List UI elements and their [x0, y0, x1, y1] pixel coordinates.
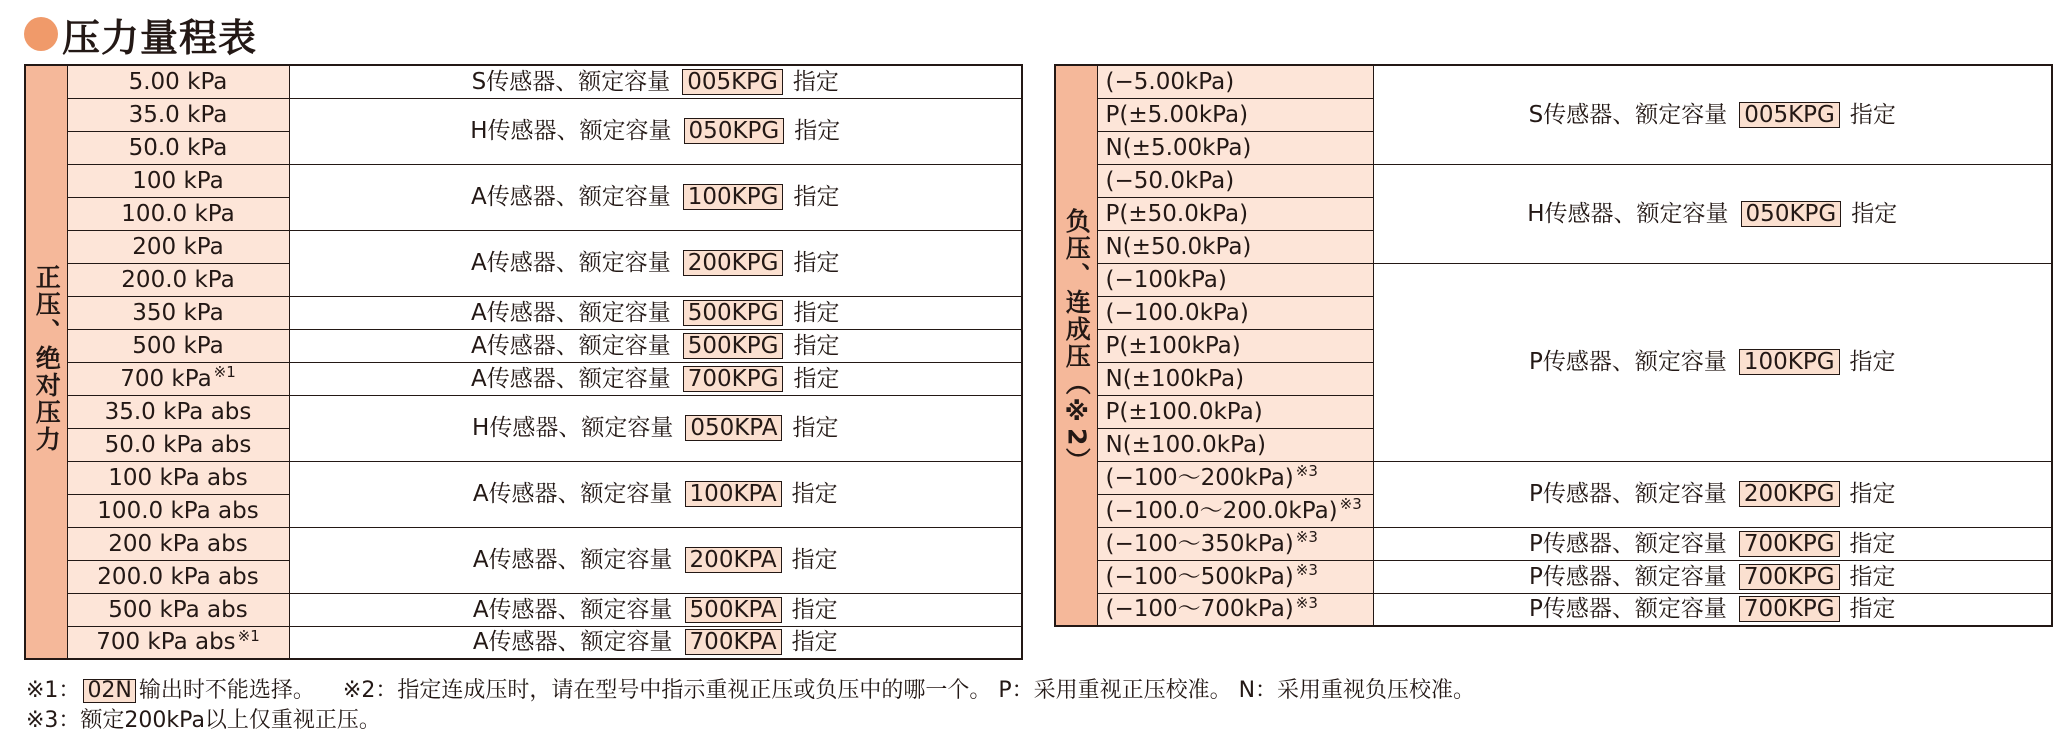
- range-value: P(±50.0kPa): [1105, 200, 1249, 227]
- range-value: N(±100kPa): [1105, 365, 1245, 392]
- sensor-spec-text: A传感器、额定容量: [472, 596, 673, 623]
- note-mark: ※3: [1295, 527, 1318, 546]
- range-value-cell: [67, 362, 289, 395]
- spec-suffix-text: 指定: [791, 547, 838, 573]
- range-value-cell: [67, 395, 289, 428]
- range-value: (−100kPa): [1105, 266, 1227, 293]
- sensor-spec-cell: [289, 98, 1022, 164]
- sensor-spec-cell: [289, 164, 1022, 230]
- sensor-spec-cell: [1373, 263, 2052, 461]
- table-row: [1055, 164, 2052, 197]
- range-value-cell: [67, 494, 289, 527]
- range-value: 700 kPa abs: [96, 629, 236, 656]
- spec-suffix-text: 指定: [793, 299, 840, 326]
- capacity-code: 050KPA: [685, 415, 782, 441]
- capacity-code: 700KPG: [1739, 531, 1840, 557]
- range-value: 35.0 kPa: [128, 101, 228, 128]
- spec-suffix-text: 指定: [793, 365, 840, 392]
- sensor-spec-text: S传感器、额定容量: [1528, 101, 1728, 128]
- capacity-code: 050KPG: [1741, 201, 1842, 227]
- sensor-spec-text: A传感器、额定容量: [472, 481, 673, 507]
- table-row: [1055, 263, 2052, 296]
- sensor-spec-text: P传感器、额定容量: [1528, 596, 1727, 623]
- sensor-spec-cell: [289, 362, 1022, 395]
- spec-suffix-text: 指定: [792, 415, 839, 441]
- sensor-spec-cell: [289, 65, 1022, 98]
- range-value-cell: [67, 197, 289, 230]
- range-value-cell: [67, 593, 289, 626]
- range-value: N(±50.0kPa): [1105, 233, 1252, 260]
- title-text: 压力量程表: [62, 15, 258, 60]
- range-value-cell: [67, 461, 289, 494]
- range-value-cell: [1097, 131, 1373, 164]
- spec-suffix-text: 指定: [1849, 349, 1896, 375]
- capacity-code: 700KPA: [685, 629, 782, 655]
- range-value-cell: [67, 98, 289, 131]
- sensor-spec-cell: [1373, 527, 2052, 560]
- range-value-cell: [1097, 329, 1373, 362]
- capacity-code: 500KPG: [683, 333, 784, 359]
- table-row: [25, 65, 1022, 98]
- table-row: [1055, 560, 2052, 593]
- capacity-code: 200KPA: [685, 547, 782, 573]
- range-value-cell: [67, 164, 289, 197]
- sensor-spec-cell: [289, 461, 1022, 527]
- range-value-cell: [1097, 428, 1373, 461]
- sensor-spec-text: A传感器、额定容量: [472, 629, 673, 656]
- note-mark: ※1: [237, 626, 260, 645]
- footnote-line-2: [26, 706, 2046, 736]
- range-value: 100 kPa: [132, 167, 224, 194]
- sensor-spec-cell: [1373, 65, 2052, 164]
- table-row: [1055, 527, 2052, 560]
- range-value-cell: [1097, 65, 1373, 98]
- sensor-spec-cell: [1373, 560, 2052, 593]
- range-value-cell: [1097, 197, 1373, 230]
- range-value-cell: [1097, 461, 1373, 494]
- spec-suffix-text: 指定: [1849, 481, 1896, 507]
- range-value-cell: [67, 296, 289, 329]
- capacity-code: 500KPA: [685, 597, 782, 623]
- table-row: [1055, 65, 2052, 98]
- table-row: [25, 461, 1022, 494]
- footnote-1-text: 输出时不能选择。: [138, 678, 315, 703]
- sensor-spec-cell: [289, 296, 1022, 329]
- range-value-cell: [1097, 362, 1373, 395]
- sensor-spec-cell: [289, 329, 1022, 362]
- footnote-1-code: 02N: [83, 679, 135, 703]
- capacity-code: 005KPG: [682, 69, 783, 95]
- note-mark: ※3: [1295, 461, 1318, 480]
- spec-suffix-text: 指定: [1849, 596, 1896, 623]
- capacity-code: 500KPG: [683, 300, 784, 326]
- page-title: [24, 8, 257, 60]
- range-value: 35.0 kPa abs: [104, 398, 252, 425]
- spec-suffix-text: 指定: [792, 68, 839, 95]
- sensor-spec-text: P传感器、额定容量: [1528, 349, 1727, 375]
- range-value: P(±100.0kPa): [1105, 398, 1263, 425]
- table-row: [25, 527, 1022, 560]
- spec-suffix-text: 指定: [791, 481, 838, 507]
- range-value: P(±5.00kPa): [1105, 101, 1249, 128]
- range-value-cell: [67, 626, 289, 659]
- range-value-cell: [67, 428, 289, 461]
- range-value: 200 kPa: [132, 233, 224, 260]
- range-value: 200 kPa abs: [108, 530, 248, 557]
- sensor-spec-text: P传感器、额定容量: [1528, 481, 1727, 507]
- range-value: 500 kPa abs: [108, 596, 248, 623]
- table-row: [25, 593, 1022, 626]
- range-value: (−100.0～200.0kPa): [1105, 497, 1338, 524]
- table-row: [1055, 461, 2052, 494]
- capacity-code: 005KPG: [1739, 102, 1840, 128]
- spec-suffix-text: 指定: [1849, 101, 1896, 128]
- title-bullet-icon: [24, 17, 58, 51]
- sensor-spec-cell: [1373, 461, 2052, 527]
- range-value-cell: [1097, 494, 1373, 527]
- left-side-label-cell: [25, 65, 67, 659]
- range-value: N(±100.0kPa): [1105, 431, 1267, 458]
- sensor-spec-cell: [289, 626, 1022, 659]
- note-mark: ※3: [1339, 494, 1362, 513]
- sensor-spec-text: A传感器、额定容量: [472, 547, 673, 573]
- capacity-code: 100KPG: [1739, 349, 1840, 375]
- sensor-spec-text: A传感器、额定容量: [471, 184, 671, 210]
- range-value-cell: [1097, 560, 1373, 593]
- table-row: [1055, 593, 2052, 626]
- range-value: 5.00 kPa: [128, 68, 228, 95]
- range-value: (−50.0kPa): [1105, 167, 1235, 194]
- range-value-cell: [67, 131, 289, 164]
- range-value-cell: [67, 65, 289, 98]
- sensor-spec-text: A传感器、额定容量: [471, 365, 671, 392]
- footnote-2-text: ※2：指定连成压时，请在型号中指示重视正压或负压中的哪一个。 P：采用重视正压校准。 N：采用重视负压校准。: [342, 678, 1476, 703]
- range-value: P(±100kPa): [1105, 332, 1241, 359]
- range-value: 100.0 kPa: [121, 200, 235, 227]
- range-value: (−100～350kPa): [1105, 530, 1294, 557]
- range-value: (−100～200kPa): [1105, 464, 1294, 491]
- table-row: [25, 98, 1022, 131]
- positive-pressure-table: [24, 64, 1023, 660]
- sensor-spec-cell: [289, 395, 1022, 461]
- capacity-code: 200KPG: [683, 250, 784, 276]
- sensor-spec-text: A传感器、额定容量: [471, 299, 671, 326]
- sensor-spec-cell: [289, 527, 1022, 593]
- sensor-spec-text: H传感器、额定容量: [472, 415, 674, 441]
- range-value-cell: [67, 263, 289, 296]
- sensor-spec-text: A传感器、额定容量: [471, 250, 671, 276]
- range-value: 100 kPa abs: [108, 464, 248, 491]
- range-value-cell: [1097, 230, 1373, 263]
- footnote-3-text: ※3：额定200kPa以上仅重视正压。: [26, 708, 381, 733]
- right-side-label-cell: [1055, 65, 1097, 626]
- negative-compound-pressure-table: [1054, 64, 2053, 627]
- capacity-code: 100KPA: [685, 481, 782, 507]
- spec-suffix-text: 指定: [793, 332, 840, 359]
- range-value-cell: [67, 527, 289, 560]
- sensor-spec-text: H传感器、额定容量: [1527, 200, 1729, 227]
- spec-suffix-text: 指定: [1851, 200, 1898, 227]
- spec-suffix-text: 指定: [791, 629, 838, 656]
- sensor-spec-cell: [289, 593, 1022, 626]
- range-value: 50.0 kPa abs: [104, 431, 252, 458]
- table-row: [25, 164, 1022, 197]
- range-value-cell: [67, 230, 289, 263]
- sensor-spec-cell: [1373, 593, 2052, 626]
- range-value-cell: [1097, 98, 1373, 131]
- footnote-1-mark: ※1：: [26, 678, 81, 703]
- spec-suffix-text: 指定: [794, 118, 841, 144]
- sensor-spec-text: P传感器、额定容量: [1528, 563, 1727, 590]
- table-row: [25, 395, 1022, 428]
- range-value: 700 kPa: [120, 365, 212, 392]
- range-value: (−100.0kPa): [1105, 299, 1249, 326]
- range-value-cell: [1097, 395, 1373, 428]
- range-value-cell: [1097, 593, 1373, 626]
- capacity-code: 100KPG: [683, 184, 784, 210]
- range-value: 100.0 kPa abs: [97, 497, 259, 524]
- range-value-cell: [1097, 263, 1373, 296]
- capacity-code: 200KPG: [1739, 481, 1840, 507]
- range-value: 50.0 kPa: [128, 134, 228, 161]
- capacity-code: 700KPG: [683, 366, 784, 392]
- range-value: N(±5.00kPa): [1105, 134, 1252, 161]
- capacity-code: 050KPG: [684, 118, 785, 144]
- sensor-spec-text: A传感器、额定容量: [471, 332, 671, 359]
- range-value: (−100～500kPa): [1105, 563, 1294, 590]
- range-value: (−100～700kPa): [1105, 596, 1294, 623]
- range-value: 350 kPa: [132, 299, 224, 326]
- table-row: [25, 230, 1022, 263]
- table-row: [25, 329, 1022, 362]
- table-row: [25, 362, 1022, 395]
- spec-suffix-text: 指定: [793, 184, 840, 210]
- range-value-cell: [1097, 296, 1373, 329]
- range-value: 500 kPa: [132, 332, 224, 359]
- capacity-code: 700KPG: [1739, 596, 1840, 622]
- sensor-spec-cell: [289, 230, 1022, 296]
- sensor-spec-text: S传感器、额定容量: [471, 68, 671, 95]
- range-value: 200.0 kPa: [121, 266, 235, 293]
- table-row: [25, 626, 1022, 659]
- spec-suffix-text: 指定: [793, 250, 840, 276]
- note-mark: ※3: [1295, 593, 1318, 612]
- footnotes: [26, 676, 2046, 736]
- sensor-spec-text: H传感器、额定容量: [470, 118, 672, 144]
- spec-suffix-text: 指定: [1849, 563, 1896, 590]
- table-row: [25, 296, 1022, 329]
- sensor-spec-text: P传感器、额定容量: [1528, 530, 1727, 557]
- note-mark: ※1: [213, 362, 236, 381]
- footnote-line-1: [26, 676, 2046, 706]
- capacity-code: 700KPG: [1739, 564, 1840, 590]
- sensor-spec-cell: [1373, 164, 2052, 263]
- range-value-cell: [1097, 527, 1373, 560]
- range-value-cell: [67, 560, 289, 593]
- spec-suffix-text: 指定: [1849, 530, 1896, 557]
- range-value-cell: [1097, 164, 1373, 197]
- spec-suffix-text: 指定: [791, 596, 838, 623]
- left-side-label: 正压、绝对压力: [32, 263, 62, 453]
- range-value: 200.0 kPa abs: [97, 563, 259, 590]
- right-side-label: 负压、连成压（※2）: [1062, 208, 1092, 475]
- range-value-cell: [67, 329, 289, 362]
- range-value: (−5.00kPa): [1105, 68, 1235, 95]
- note-mark: ※3: [1295, 560, 1318, 579]
